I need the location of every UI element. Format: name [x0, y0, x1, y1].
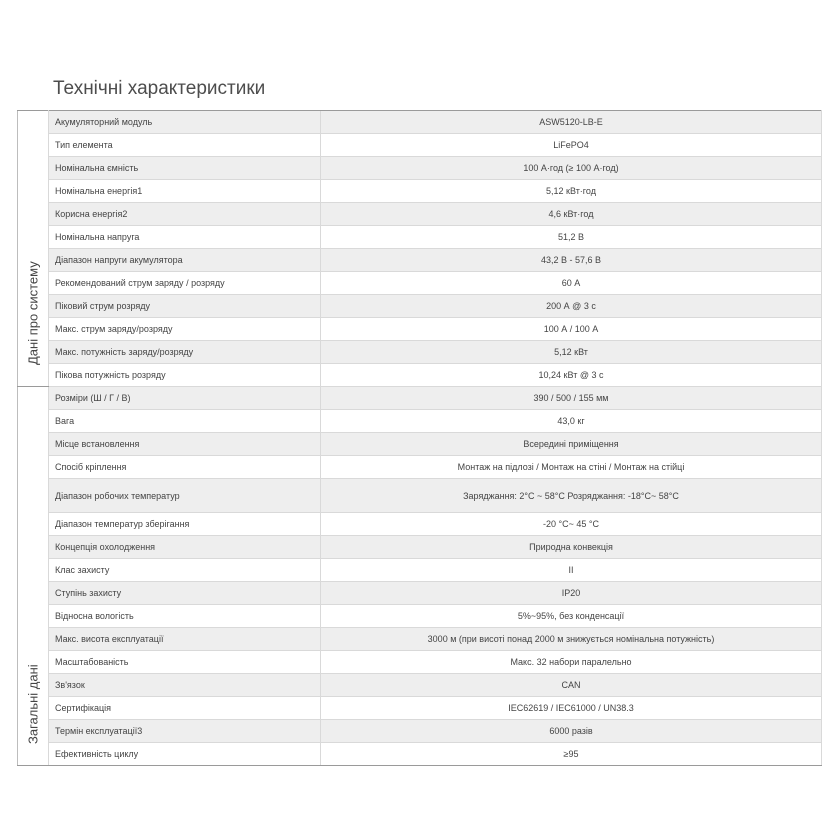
table-row: [18, 674, 822, 697]
spec-label: Вага: [49, 410, 321, 433]
spec-value: Всередині приміщення: [321, 433, 822, 456]
table-row: [18, 536, 822, 559]
spec-label: Макс. висота експлуатації: [49, 628, 321, 651]
spec-label: Відносна вологість: [49, 605, 321, 628]
spec-value: 5,12 кВт: [321, 341, 822, 364]
spec-label: Тип елемента: [49, 134, 321, 157]
group-label: Загальні дані: [25, 664, 41, 744]
table-row: [18, 582, 822, 605]
spec-value: 6000 разів: [321, 720, 822, 743]
spec-value: CAN: [321, 674, 822, 697]
spec-value: Макс. 32 набори паралельно: [321, 651, 822, 674]
group-general-data: [18, 387, 49, 766]
spec-table: [17, 110, 822, 766]
table-row: [18, 456, 822, 479]
table-row: [18, 295, 822, 318]
spec-value: IEC62619 / IEC61000 / UN38.3: [321, 697, 822, 720]
spec-value: Заряджання: 2°C ~ 58°C Розряджання: -18°C~ 58°C: [321, 479, 822, 513]
table-row: [18, 720, 822, 743]
table-row: [18, 743, 822, 766]
spec-label: Рекомендований струм заряду / розряду: [49, 272, 321, 295]
spec-label: Термін експлуатації3: [49, 720, 321, 743]
spec-label: Концепція охолодження: [49, 536, 321, 559]
table-row: [18, 134, 822, 157]
spec-value: LiFePO4: [321, 134, 822, 157]
table-row: [18, 513, 822, 536]
spec-label: Діапазон робочих температур: [49, 479, 321, 513]
spec-label: Макс. потужність заряду/розряду: [49, 341, 321, 364]
spec-value: 43,0 кг: [321, 410, 822, 433]
table-row: [18, 410, 822, 433]
spec-label: Сертифікація: [49, 697, 321, 720]
spec-label: Корисна енергія2: [49, 203, 321, 226]
spec-label: Масштабованість: [49, 651, 321, 674]
spec-label: Номінальна напруга: [49, 226, 321, 249]
spec-label: Номінальна енергія1: [49, 180, 321, 203]
spec-label: Діапазон температур зберігання: [49, 513, 321, 536]
table-row: [18, 249, 822, 272]
spec-value: II: [321, 559, 822, 582]
spec-label: Ефективність циклу: [49, 743, 321, 766]
page-title: Технічні характеристики: [53, 78, 266, 99]
spec-label: Номінальна ємність: [49, 157, 321, 180]
spec-value: 60 А: [321, 272, 822, 295]
spec-label: Діапазон напруги акумулятора: [49, 249, 321, 272]
table-row: [18, 226, 822, 249]
table-row: [18, 651, 822, 674]
spec-value: IP20: [321, 582, 822, 605]
spec-value: Монтаж на підлозі / Монтаж на стіні / Монтаж на стійці: [321, 456, 822, 479]
spec-value: 43,2 В - 57,6 В: [321, 249, 822, 272]
spec-label: Спосіб кріплення: [49, 456, 321, 479]
spec-value: 5,12 кВт·год: [321, 180, 822, 203]
group-system-data: [18, 111, 49, 387]
spec-label: Клас захисту: [49, 559, 321, 582]
spec-value: 100 А·год (≥ 100 А·год): [321, 157, 822, 180]
spec-label: Пікова потужність розряду: [49, 364, 321, 387]
table-row: [18, 479, 822, 513]
spec-value: 10,24 кВт @ 3 с: [321, 364, 822, 387]
spec-value: 390 / 500 / 155 мм: [321, 387, 822, 410]
spec-value: 51,2 В: [321, 226, 822, 249]
table-row: [18, 272, 822, 295]
spec-value: 3000 м (при висоті понад 2000 м знижується номінальна потужність): [321, 628, 822, 651]
spec-value: Природна конвекція: [321, 536, 822, 559]
spec-label: Зв'язок: [49, 674, 321, 697]
table-row: [18, 697, 822, 720]
table-row: [18, 111, 822, 134]
spec-value: -20 °C~ 45 °C: [321, 513, 822, 536]
spec-value: 200 А @ 3 с: [321, 295, 822, 318]
table-row: [18, 433, 822, 456]
table-row: [18, 157, 822, 180]
spec-value: 100 А / 100 А: [321, 318, 822, 341]
spec-value: 5%~95%, без конденсації: [321, 605, 822, 628]
spec-label: Акумуляторний модуль: [49, 111, 321, 134]
spec-label: Місце встановлення: [49, 433, 321, 456]
table-row: [18, 180, 822, 203]
spec-label: Піковий струм розряду: [49, 295, 321, 318]
table-row: [18, 559, 822, 582]
table-row: [18, 387, 822, 410]
spec-value: 4,6 кВт·год: [321, 203, 822, 226]
table-row: [18, 605, 822, 628]
spec-label: Макс. струм заряду/розряду: [49, 318, 321, 341]
table-row: [18, 341, 822, 364]
spec-value: ≥95: [321, 743, 822, 766]
group-label: Дані про систему: [25, 261, 41, 365]
spec-label: Розміри (Ш / Г / В): [49, 387, 321, 410]
table-row: [18, 628, 822, 651]
table-row: [18, 364, 822, 387]
spec-label: Ступінь захисту: [49, 582, 321, 605]
table-row: [18, 203, 822, 226]
table-row: [18, 318, 822, 341]
spec-value: ASW5120-LB-E: [321, 111, 822, 134]
